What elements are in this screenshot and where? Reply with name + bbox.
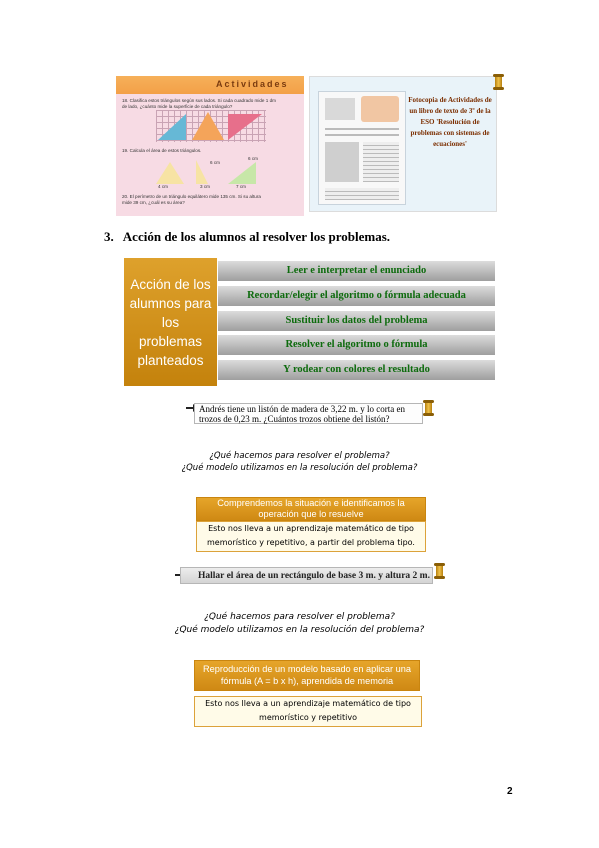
triangle-yellow2-shape (196, 160, 208, 184)
note-box: Esto nos lleva a un aprendizaje matemático de tipo memorístico y repetitivo (194, 696, 422, 727)
smartart-step: Resolver el algoritmo o fórmula (218, 335, 495, 355)
dim-label: 3 cm (200, 184, 210, 189)
problem-1-statement: Andrés tiene un listón de madera de 3,22 m. y lo corta en trozos de 0,23 m. ¿Cuántos trozos obtiene del listón? (194, 403, 423, 424)
page-number: 2 (507, 786, 513, 797)
triangle-orange-shape (192, 112, 224, 140)
page-text-block (325, 188, 399, 200)
textbook-activities-image (116, 76, 304, 216)
exercise-20: 20. El perímetro de un triángulo equilátero mide 135 cm. Si su altura mide 39 cm, ¿cuál es su área? (122, 194, 261, 205)
scroll-icon (425, 401, 432, 415)
note-box: Esto nos lleva a un aprendizaje matemático de tipo memorístico y repetitivo, a partir del problema tipo. (196, 521, 426, 552)
smartart-step: Recordar/elegir el algoritmo o fórmula adecuada (218, 286, 495, 306)
triangle-yellow-shape (156, 162, 184, 184)
question-how: ¿Qué hacemos para resolver el problema? (204, 612, 395, 622)
dim-label: 7 cm (236, 184, 246, 189)
triangle-blue-shape (158, 114, 186, 140)
photocopy-image (309, 76, 497, 212)
activities-title: Actividades (216, 79, 289, 89)
page-line (325, 134, 399, 136)
photocopy-caption: Fotocopia de Actividades de un libro de texto de 3º de la ESO 'Resolución de problemas con sistemas de ecuaciones' (408, 96, 492, 148)
question-how: ¿Qué hacemos para resolver el problema? (209, 451, 390, 461)
question-model: ¿Qué modelo utilizamos en la resolución del problema? (181, 463, 418, 473)
question-model: ¿Qué modelo utilizamos en la resolución del problema? (174, 625, 425, 635)
page-text-block (363, 142, 399, 182)
smartart-step: Leer e interpretar el enunciado (218, 261, 495, 281)
scroll-icon (495, 75, 502, 89)
triangle-pink-shape (228, 114, 262, 140)
photocopy-page-thumbnail (318, 91, 406, 205)
smartart-step: Y rodear con colores el resultado (218, 360, 495, 380)
page-photo (361, 96, 399, 122)
section-heading (104, 229, 390, 245)
dim-label: 6 cm (210, 160, 220, 165)
section-title: Acción de los alumnos al resolver los problemas. (122, 229, 391, 244)
exercise-19: 19. Calcula el área de estos triángulos. (122, 148, 202, 153)
dim-label: 4 cm (158, 184, 168, 189)
answer-box: Comprendemos la situación e identificamos la operación que lo resuelve (196, 497, 426, 521)
exercise-18: 18. Clasifica estos triángulos según sus lados. Si cada cuadrado mide 1 dm de lado, ¿cuánto mide la superficie de cada triángulo? (122, 98, 276, 109)
smartart-main-text: Acción de los alumnos para los problemas planteados (129, 276, 212, 368)
page-figure (325, 98, 355, 120)
page-line (325, 128, 399, 130)
smartart-main-label (124, 258, 217, 386)
page-figure (325, 142, 359, 182)
section-number: 3. (104, 229, 114, 244)
dim-label: 6 cm (248, 156, 258, 161)
smartart-step: Sustituir los datos del problema (218, 311, 495, 331)
answer-box: Reproducción de un modelo basado en aplicar una fórmula (A = b x h), aprendida de memoria (194, 660, 420, 691)
scroll-icon (436, 564, 443, 578)
triangle-green-shape (228, 162, 256, 184)
problem-2-statement: Hallar el área de un rectángulo de base 3 m. y altura 2 m. (180, 567, 433, 584)
